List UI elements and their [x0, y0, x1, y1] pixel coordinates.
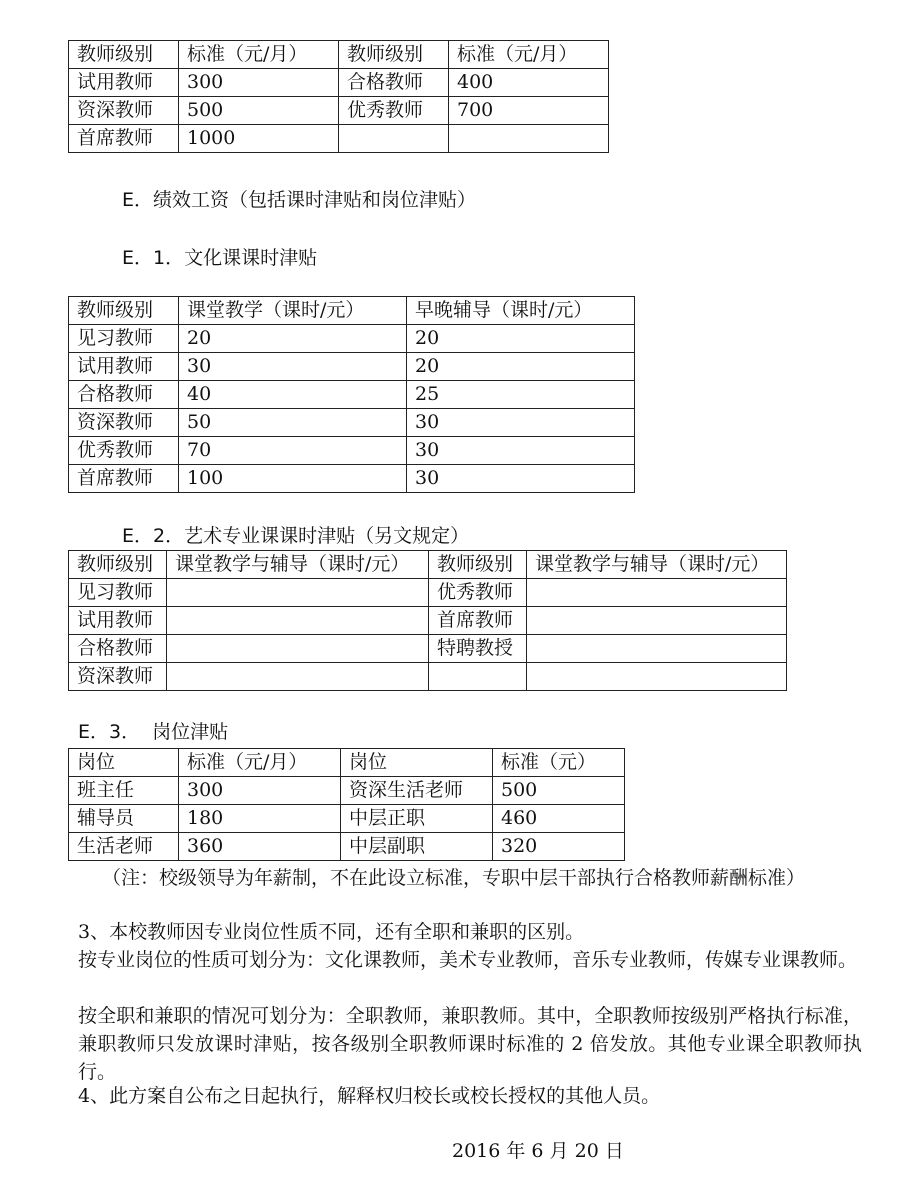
table-cell: [527, 607, 787, 635]
table-cell: 460: [493, 805, 625, 833]
table-cell: 中层正职: [341, 805, 493, 833]
item-3-line-3: 按全职和兼职的情况可划分为：全职教师，兼职教师。其中，全职教师按级别严格执行标准，兼职教师只发放课时津贴，按各级别全职教师课时标准的 2 倍发放。其他专业课全职教师执行。: [78, 1005, 862, 1083]
table-cell: 生活老师: [69, 833, 179, 861]
header-cell: 教师级别: [69, 297, 179, 325]
table-header-row: [69, 749, 625, 777]
table-row: [69, 381, 635, 409]
table-row: [69, 97, 609, 125]
table-header-row: [69, 297, 635, 325]
item-4: 4、此方案自公布之日起执行，解释权归校长或校长授权的其他人员。: [78, 1085, 661, 1107]
table-cell: 首席教师: [69, 465, 179, 493]
header-cell: 教师级别: [339, 41, 449, 69]
table-cell: 优秀教师: [339, 97, 449, 125]
table-cell: 300: [179, 69, 339, 97]
position-allowance-table: [68, 748, 625, 861]
header-cell: 课堂教学与辅导（课时/元）: [167, 551, 429, 579]
section-heading-e1: E．1．文化课课时津贴: [122, 247, 318, 269]
table-cell: [527, 663, 787, 691]
table-cell: 优秀教师: [69, 437, 179, 465]
table-cell: 资深教师: [69, 663, 167, 691]
document-date: 2016 年 6 月 20 日: [452, 1140, 624, 1162]
table-cell: 100: [179, 465, 407, 493]
table-cell: [449, 125, 609, 153]
header-cell: 课堂教学（课时/元）: [179, 297, 407, 325]
culture-course-allowance-table: [68, 296, 635, 493]
section-heading-e: E．绩效工资（包括课时津贴和岗位津贴）: [122, 189, 477, 211]
table-cell: [339, 125, 449, 153]
table-cell: [167, 635, 429, 663]
table-cell: 30: [407, 437, 635, 465]
table-cell: 50: [179, 409, 407, 437]
table-cell: 70: [179, 437, 407, 465]
table-row: [69, 579, 787, 607]
header-cell: 标准（元）: [493, 749, 625, 777]
table-cell: 30: [179, 353, 407, 381]
table-row: [69, 465, 635, 493]
table-cell: 班主任: [69, 777, 179, 805]
header-cell: 教师级别: [429, 551, 527, 579]
note-paragraph: （注：校级领导为年薪制，不在此设立标准，专职中层干部执行合格教师薪酬标准）: [102, 867, 806, 889]
table-cell: 500: [179, 97, 339, 125]
table-row: [69, 409, 635, 437]
item-3-line-1: 3、本校教师因专业岗位性质不同，还有全职和兼职的区别。: [78, 921, 585, 943]
base-salary-table: [68, 40, 609, 153]
table-cell: [429, 663, 527, 691]
table-cell: 20: [179, 325, 407, 353]
table-row: [69, 607, 787, 635]
table-cell: 试用教师: [69, 607, 167, 635]
header-cell: 标准（元/月）: [179, 41, 339, 69]
table-header-row: [69, 551, 787, 579]
table-cell: 25: [407, 381, 635, 409]
table-row: [69, 69, 609, 97]
art-course-allowance-table: [68, 550, 787, 691]
table-cell: [527, 579, 787, 607]
table-cell: 合格教师: [69, 635, 167, 663]
table-row: [69, 663, 787, 691]
table-cell: 合格教师: [339, 69, 449, 97]
table-cell: 见习教师: [69, 325, 179, 353]
table-cell: 首席教师: [69, 125, 179, 153]
header-cell: 教师级别: [69, 41, 179, 69]
table-cell: 优秀教师: [429, 579, 527, 607]
table-cell: 辅导员: [69, 805, 179, 833]
header-cell: 岗位: [341, 749, 493, 777]
table-cell: 1000: [179, 125, 339, 153]
table-cell: 试用教师: [69, 353, 179, 381]
section-heading-e3: E．3． 岗位津贴: [78, 721, 229, 743]
table-cell: 30: [407, 409, 635, 437]
table-cell: 360: [179, 833, 341, 861]
header-cell: 早晚辅导（课时/元）: [407, 297, 635, 325]
table-row: [69, 805, 625, 833]
table-row: [69, 777, 625, 805]
table-cell: 700: [449, 97, 609, 125]
table-cell: 资深生活老师: [341, 777, 493, 805]
table-cell: 20: [407, 325, 635, 353]
table-cell: [167, 607, 429, 635]
table-header-row: [69, 41, 609, 69]
table-cell: [167, 579, 429, 607]
table-row: [69, 833, 625, 861]
table-cell: 合格教师: [69, 381, 179, 409]
table-cell: 中层副职: [341, 833, 493, 861]
table-cell: 试用教师: [69, 69, 179, 97]
section-heading-e2: E．2．艺术专业课课时津贴（另文规定）: [122, 525, 470, 547]
header-cell: 标准（元/月）: [179, 749, 341, 777]
table-row: [69, 635, 787, 663]
table-row: [69, 437, 635, 465]
table-cell: 资深教师: [69, 97, 179, 125]
table-cell: [527, 635, 787, 663]
table-cell: 首席教师: [429, 607, 527, 635]
table-cell: 30: [407, 465, 635, 493]
header-cell: 岗位: [69, 749, 179, 777]
header-cell: 标准（元/月）: [449, 41, 609, 69]
table-cell: 资深教师: [69, 409, 179, 437]
table-cell: 400: [449, 69, 609, 97]
table-row: [69, 353, 635, 381]
table-cell: 500: [493, 777, 625, 805]
table-cell: 180: [179, 805, 341, 833]
table-cell: 特聘教授: [429, 635, 527, 663]
table-cell: 见习教师: [69, 579, 167, 607]
table-row: [69, 325, 635, 353]
table-cell: 320: [493, 833, 625, 861]
table-cell: 20: [407, 353, 635, 381]
table-cell: [167, 663, 429, 691]
item-3-line-2: 按专业岗位的性质可划分为：文化课教师，美术专业教师，音乐专业教师，传媒专业课教师。: [78, 949, 858, 971]
table-cell: 40: [179, 381, 407, 409]
header-cell: 课堂教学与辅导（课时/元）: [527, 551, 787, 579]
table-cell: 300: [179, 777, 341, 805]
header-cell: 教师级别: [69, 551, 167, 579]
table-row: [69, 125, 609, 153]
